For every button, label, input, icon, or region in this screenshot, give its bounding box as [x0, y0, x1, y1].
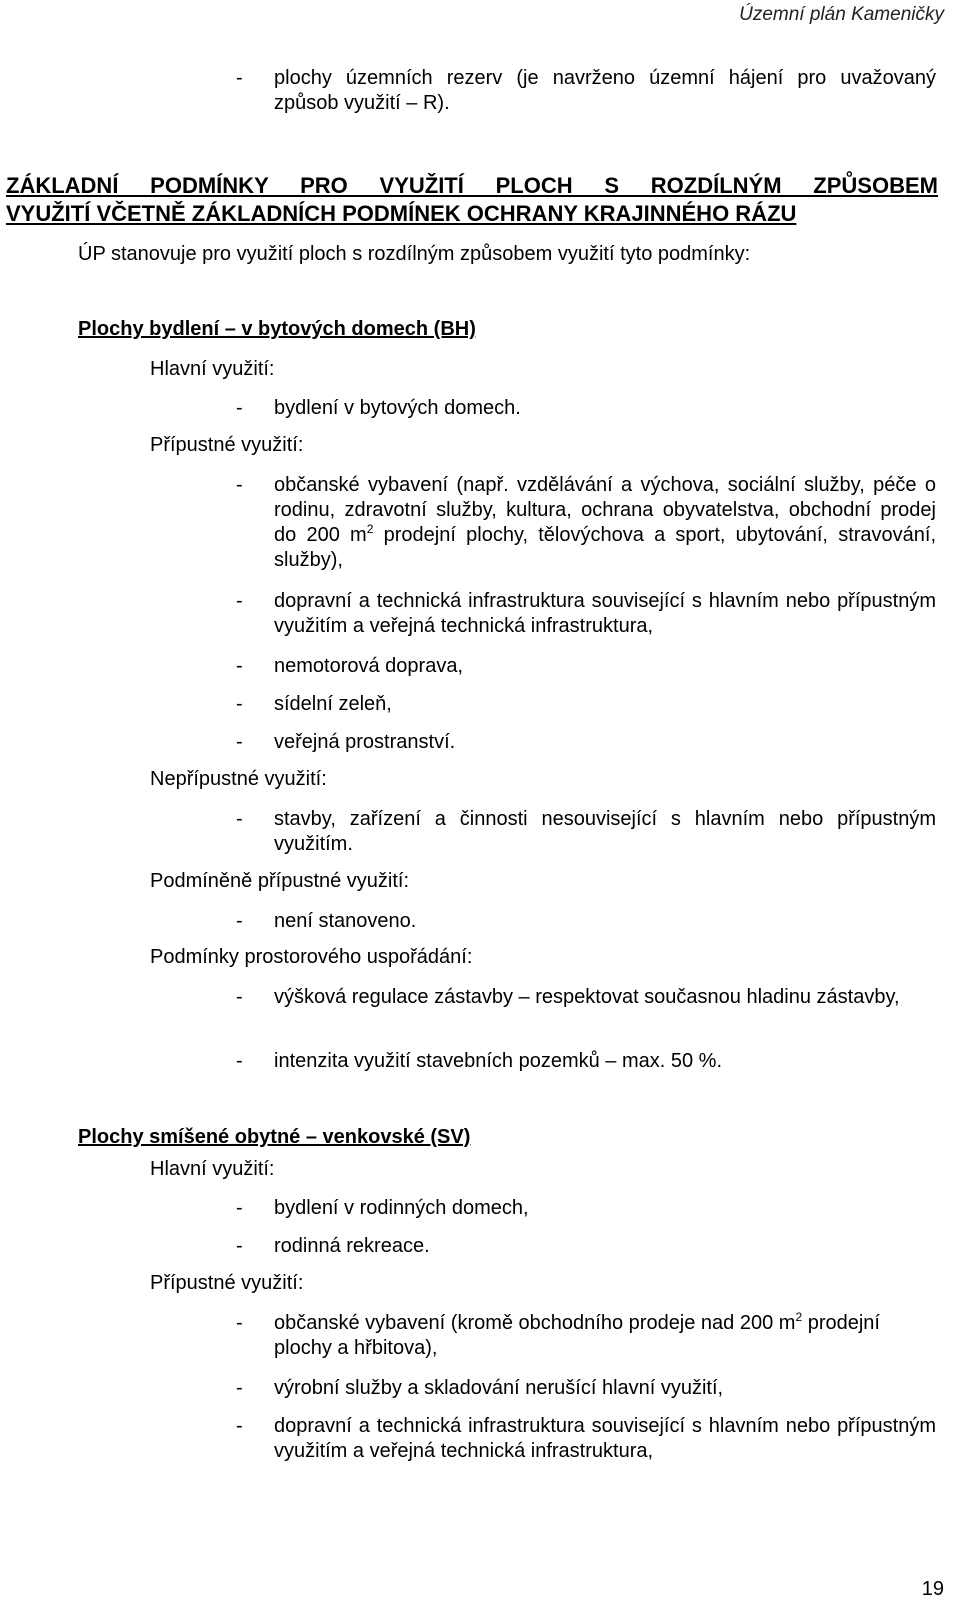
section-title-bh: Plochy bydlení – v bytových domech (BH) — [78, 318, 476, 340]
intro-paragraph: ÚP stanovuje pro využití ploch s rozdílným způsobem využití tyto podmínky: — [78, 243, 751, 265]
label-prostor: Podmínky prostorového uspořádání: — [150, 946, 473, 968]
label-hlavni: Hlavní využití: — [150, 358, 275, 380]
document-header: Územní plán Kameničky — [739, 4, 944, 25]
page-number: 19 — [921, 1578, 944, 1600]
list-item-text: plochy územních rezerv (je navrženo územní hájení pro uvažovaný způsob využití – R). — [274, 67, 936, 114]
section-title-sv: Plochy smíšené obytné – venkovské (SV) — [78, 1126, 471, 1148]
label-pripustne: Přípustné využití: — [150, 1272, 304, 1294]
label-podminene: Podmíněně přípustné využití: — [150, 870, 410, 892]
label-pripustne: Přípustné využití: — [150, 434, 304, 456]
label-hlavni: Hlavní využití: — [150, 1158, 275, 1180]
label-nepripustne: Nepřípustné využití: — [150, 768, 327, 790]
section-heading: ZÁKLADNÍ PODMÍNKY PRO VYUŽITÍ PLOCH S ROZDÍLNÝM ZPŮSOBEM VYUŽITÍ VČETNĚ ZÁKLADNÍCH PODMÍNEK OCHRANY KRAJINNÉHO RÁZU — [6, 173, 938, 226]
